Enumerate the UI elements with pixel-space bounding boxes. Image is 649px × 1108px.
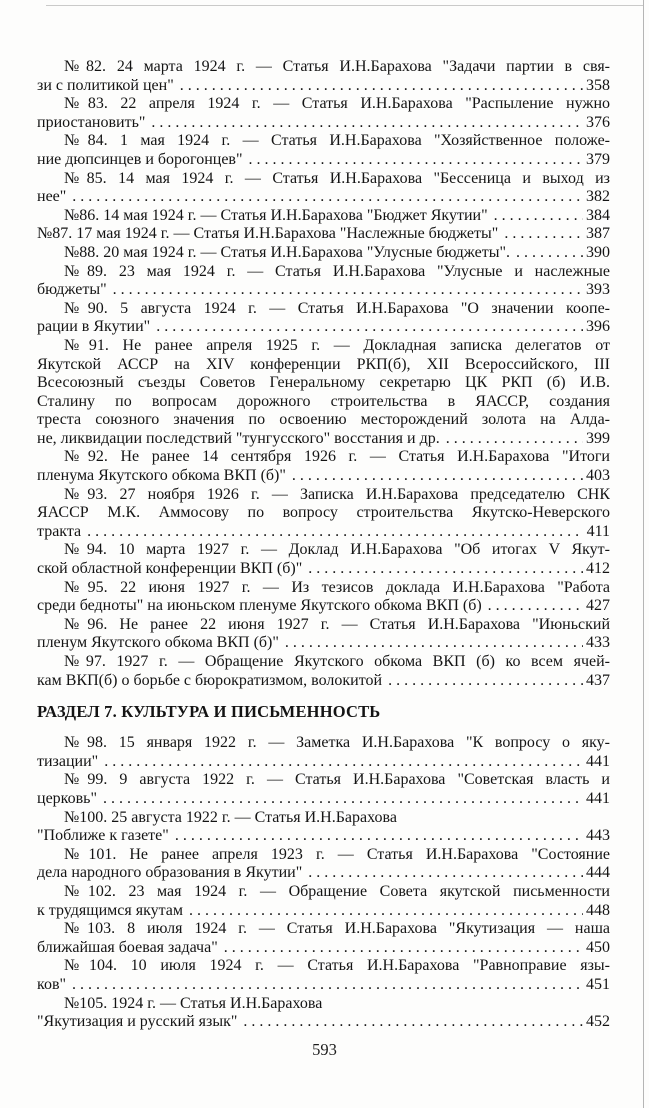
toc-text-line: №85. 14 мая 1924 г. — Статья И.Н.Барахова "Бессеница и выход из <box>64 169 610 187</box>
toc-text-line: №83. 22 апреля 1924 г. — Статья И.Н.Барахова "Распыление нужно <box>64 95 610 113</box>
toc-entry-line <box>37 753 610 772</box>
toc-text-line: №104. 10 июля 1924 г. — Статья И.Н.Барахова "Равноправие язы- <box>64 957 610 975</box>
dot-leader <box>388 672 583 691</box>
dot-leader <box>189 902 583 921</box>
entry-text: зи с политикой цен" <box>37 76 174 94</box>
dot-leader <box>494 207 583 226</box>
scan-edge-top <box>46 5 643 6</box>
page-ref: 448 <box>586 901 610 919</box>
entry-text: ской областной конференции ВКП (б)" <box>37 560 303 578</box>
dot-leader <box>87 523 583 542</box>
scan-edge-right <box>643 0 644 1108</box>
page-ref: 358 <box>586 76 610 94</box>
entry-text: пленум Якутского обкома ВКП (б)" <box>37 634 279 652</box>
entry-text: ближайшая боевая задача" <box>37 938 218 956</box>
toc-entry-line <box>37 597 610 616</box>
entry-text: №87. 17 мая 1924 г. — Статья И.Н.Барахова "Наслежные бюджеты" <box>37 225 499 243</box>
page-ref: 450 <box>586 938 610 956</box>
dot-leader <box>285 634 583 653</box>
page-ref: 443 <box>586 827 610 845</box>
page-ref: 451 <box>586 975 610 993</box>
toc-text-line: №101. Не ранее апреля 1923 г. — Статья И.Н.Барахова "Состояние <box>64 845 610 863</box>
toc-text-line: №99. 9 августа 1922 г. — Статья И.Н.Барахова "Советская власть и <box>64 771 610 789</box>
dot-leader <box>308 560 583 579</box>
toc-entry-line <box>37 151 610 170</box>
toc-text-line: треста союзного значения по освоению месторождений золота на Алда- <box>37 411 610 429</box>
toc-entry-line <box>37 560 610 579</box>
toc-entry-line <box>37 790 610 809</box>
toc-lines <box>37 58 610 1032</box>
toc-text-line: №105. 1924 г. — Статья И.Н.Барахова <box>64 994 323 1012</box>
toc-entry-line <box>37 976 610 995</box>
dot-leader <box>156 318 583 337</box>
page-ref: 427 <box>586 597 610 615</box>
toc-entry-line <box>37 207 610 226</box>
toc-entry-line <box>37 77 610 96</box>
entry-text: к трудящимся якутам <box>37 901 184 919</box>
page-ref: 390 <box>586 243 610 261</box>
page-ref: 379 <box>586 150 610 168</box>
entry-text: ков" <box>37 975 67 993</box>
page-ref: 441 <box>586 752 610 770</box>
entry-text: не, ликвидации последствий "тунгусского" восстания и др. <box>37 429 440 447</box>
entry-text: ние дюпсинцев и борогонцев" <box>37 150 243 168</box>
section-heading: РАЗДЕЛ 7. КУЛЬТУРА И ПИСЬМЕННОСТЬ <box>37 703 381 722</box>
toc-entry-line <box>37 864 610 883</box>
page-ref: 452 <box>586 1013 610 1031</box>
entry-text: церковь" <box>37 789 98 807</box>
dot-leader <box>308 864 583 883</box>
toc-entry-line <box>37 523 610 542</box>
toc-text-line: №100. 25 августа 1922 г. — Статья И.Н.Барахова <box>64 808 397 826</box>
dot-leader <box>180 77 583 96</box>
dot-leader <box>504 225 583 244</box>
entry-text: среди бедноты" на июньском пленуме Якутского обкома ВКП (б) <box>37 597 482 615</box>
dot-leader <box>243 1013 583 1032</box>
entry-text: пленума Якутского обкома ВКП (б)" <box>37 467 286 485</box>
page-ref: 444 <box>586 864 610 882</box>
toc-text-line: №92. Не ранее 14 сентября 1926 г. — Статья И.Н.Барахова "Итоги <box>64 448 610 466</box>
toc-text-line: №82. 24 марта 1924 г. — Статья И.Н.Барахова "Задачи партии в свя- <box>64 58 610 75</box>
page-ref: 441 <box>586 789 610 807</box>
dot-leader <box>151 114 583 133</box>
dot-leader <box>488 597 583 616</box>
toc-entry-line <box>37 1013 610 1032</box>
toc-text-line: №103. 8 июля 1924 г. — Статья И.Н.Барахова "Якутизация — наша <box>64 920 610 938</box>
page-ref: 393 <box>586 281 610 299</box>
toc-entry-line <box>37 225 610 244</box>
page-number: 593 <box>312 1040 337 1059</box>
toc-entry-line <box>37 939 610 958</box>
toc-text-line: №94. 10 марта 1927 г. — Доклад И.Н.Барахова "Об итогах V Якут- <box>64 541 610 559</box>
dot-leader <box>103 790 583 809</box>
entry-text: "Якутизация и русский язык" <box>37 1013 238 1031</box>
entry-text: тракта <box>37 522 82 540</box>
entry-text: №86. 14 мая 1924 г. — Статья И.Н.Барахова "Бюджет Якутии" <box>64 206 488 224</box>
toc-text-line: №96. Не ранее 22 июня 1927 г. — Статья И.Н.Барахова "Июньский <box>64 615 610 633</box>
dot-leader <box>224 939 583 958</box>
entry-text: №88. 20 мая 1924 г. — Статья И.Н.Барахова "Улусные бюджеты". <box>64 243 511 261</box>
toc-entry-line <box>37 281 610 300</box>
page-ref: 412 <box>586 560 610 578</box>
entry-text: рации в Якутии" <box>37 318 151 336</box>
toc-entry-line <box>37 902 610 921</box>
page-ref: 403 <box>586 467 610 485</box>
page-ref: 411 <box>586 522 610 540</box>
dot-leader <box>72 188 583 207</box>
page-ref: 387 <box>586 225 610 243</box>
page-ref: 433 <box>586 634 610 652</box>
dot-leader <box>292 467 583 486</box>
toc-entry-line <box>37 244 610 263</box>
entry-text: тизации" <box>37 752 99 770</box>
entry-text: приостановить" <box>37 113 146 131</box>
toc-text-line: ЯАССР М.К. Аммосову по вопросу строительства Якутско-Неверского <box>37 504 610 522</box>
table-of-contents <box>37 58 610 1032</box>
page-ref: 376 <box>586 113 610 131</box>
entry-text: дела народного образования в Якутии" <box>37 864 303 882</box>
toc-entry-line <box>37 318 610 337</box>
toc-text-line: №98. 15 января 1922 г. — Заметка И.Н.Барахова "К вопросу о яку- <box>64 734 610 752</box>
entry-text: кам ВКП(б) о борьбе с бюрократизмом, волокитой <box>37 671 383 689</box>
entry-text: нее" <box>37 188 67 206</box>
dot-leader <box>516 244 583 263</box>
toc-text-line: №95. 22 июня 1927 г. — Из тезисов доклада И.Н.Барахова "Работа <box>64 578 610 596</box>
toc-text-line: Сталину по вопросам дорожного строительства в ЯАССР, создания <box>37 392 610 410</box>
dot-leader <box>104 753 583 772</box>
entry-text: "Поближе к газете" <box>37 827 169 845</box>
toc-text-line: Всесоюзный съезды Советов Генеральному секретарю ЦК РКП (б) И.В. <box>37 374 610 392</box>
toc-text-line: №90. 5 августа 1924 г. — Статья И.Н.Барахова "О значении коопе- <box>64 299 610 317</box>
page-ref: 437 <box>586 671 610 689</box>
page-ref: 399 <box>586 429 610 447</box>
dot-leader <box>446 430 583 449</box>
toc-entry-line <box>37 634 610 653</box>
toc-entry-line <box>37 672 610 691</box>
dot-leader <box>175 827 583 846</box>
entry-text: бюджеты" <box>37 281 107 299</box>
dot-leader <box>249 151 583 170</box>
dot-leader <box>72 976 583 995</box>
page-ref: 396 <box>586 318 610 336</box>
page-ref: 382 <box>586 188 610 206</box>
toc-entry-line <box>37 430 610 449</box>
toc-text-line: №91. Не ранее апреля 1925 г. — Докладная записка делегатов от <box>64 336 610 354</box>
toc-text-line: №89. 23 мая 1924 г. — Статья И.Н.Барахова "Улусные и наслежные <box>64 262 610 280</box>
toc-entry-line <box>37 467 610 486</box>
toc-entry-line <box>37 188 610 207</box>
toc-text-line: Якутской АССР на XIV конференции РКП(б), XII Всероссийского, III <box>37 355 610 373</box>
toc-text-line: №93. 27 ноября 1926 г. — Записка И.Н.Барахова председателю СНК <box>64 485 610 503</box>
dot-leader <box>113 281 583 300</box>
page-ref: 384 <box>586 206 610 224</box>
toc-entry-line <box>37 827 610 846</box>
toc-entry-line <box>37 114 610 133</box>
toc-text-line: №84. 1 мая 1924 г. — Статья И.Н.Барахова "Хозяйственное положе- <box>64 132 610 150</box>
toc-text-line: №102. 23 мая 1924 г. — Обращение Совета якутской письменности <box>64 882 610 900</box>
toc-text-line: №97. 1927 г. — Обращение Якутского обкома ВКП (б) ко всем ячей- <box>64 653 610 670</box>
